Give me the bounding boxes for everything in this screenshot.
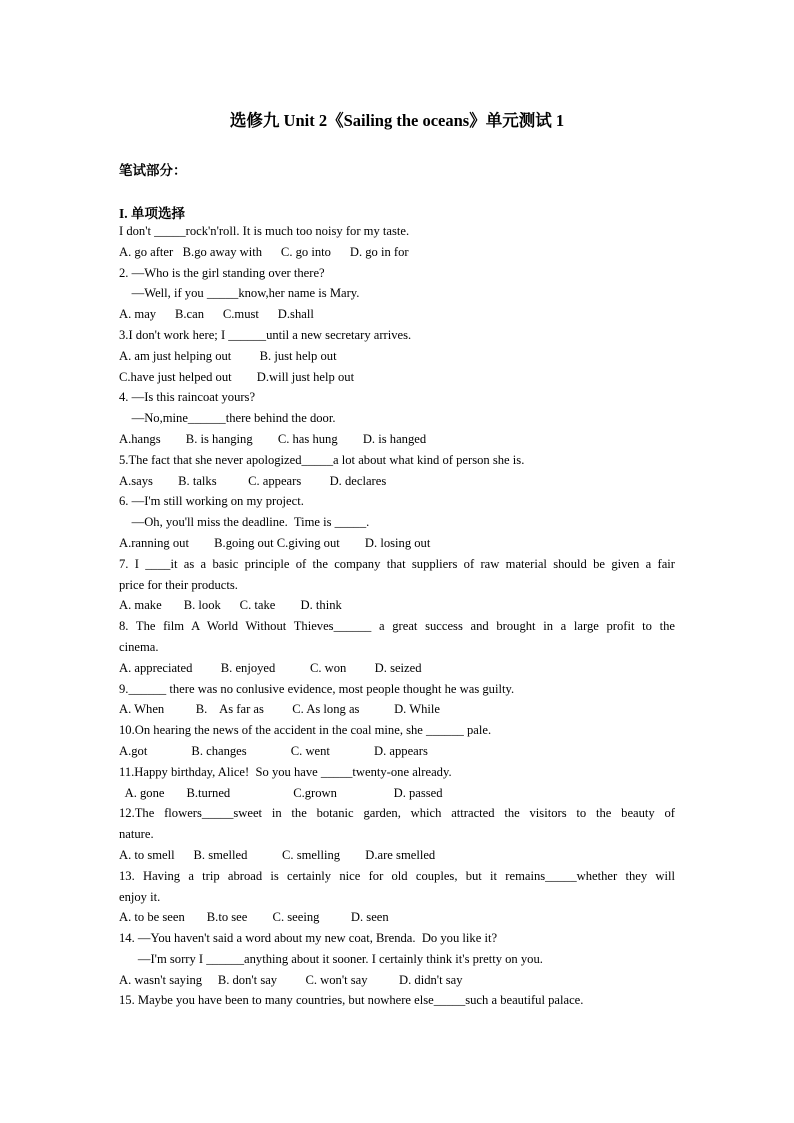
page-title: 选修九 Unit 2《Sailing the oceans》单元测试 1 — [229, 111, 565, 130]
question-line: A.says B. talks C. appears D. declares — [119, 473, 387, 488]
question-line: 15. Maybe you have been to many countries, but nowhere else_____such a beautiful palace. — [119, 993, 584, 1008]
question-line: A. may B.can C.must D.shall — [119, 307, 314, 322]
question-line: 10.On hearing the news of the accident in the coal mine, she ______ pale. — [119, 723, 492, 738]
question-line: A. gone B.turned C.grown D. passed — [119, 785, 443, 800]
question-line: 7. I ____it as a basic principle of the company that suppliers of raw material should be given a fair — [119, 556, 675, 571]
question-line: —No,mine______there behind the door. — [119, 411, 336, 426]
question-line: A.hangs B. is hanging C. has hung D. is hanged — [119, 431, 427, 446]
question-line: I don't _____rock'n'roll. It is much too noisy for my taste. — [119, 224, 410, 238]
question-line: —Oh, you'll miss the deadline. Time is _____. — [119, 515, 370, 530]
question-line: 9.______ there was no conlusive evidence, most people thought he was guilty. — [119, 681, 515, 696]
question-line: cinema. — [119, 639, 159, 654]
question-line: A. make B. look C. take D. think — [119, 598, 342, 613]
section-multiple-choice-heading: I. 单项选择 — [119, 206, 186, 221]
question-line: —Well, if you _____know,her name is Mary. — [119, 286, 360, 301]
question-line: A. wasn't saying B. don't say C. won't say D. didn't say — [119, 972, 463, 987]
section-written-heading: 笔试部分： — [119, 163, 187, 178]
question-line: price for their products. — [119, 577, 238, 592]
question-list — [119, 221, 675, 1011]
question-line: enjoy it. — [119, 889, 161, 904]
question-line: 14. —You haven't said a word about my new coat, Brenda. Do you like it? — [119, 931, 498, 946]
question-line: C.have just helped out D.will just help out — [119, 369, 355, 384]
question-line: A. am just helping out B. just help out — [119, 348, 337, 363]
question-line: 3.I don't work here; I ______until a new secretary arrives. — [119, 327, 412, 342]
question-line: A. appreciated B. enjoyed C. won D. seized — [119, 660, 422, 675]
question-line: 11.Happy birthday, Alice! So you have _____twenty-one already. — [119, 764, 452, 779]
question-line: A. to be seen B.to see C. seeing D. seen — [119, 910, 389, 925]
question-line: nature. — [119, 827, 154, 842]
question-line: 6. —I'm still working on my project. — [119, 494, 304, 509]
question-line: 4. —Is this raincoat yours? — [119, 390, 256, 405]
question-line: 12.The flowers_____sweet in the botanic garden, which attracted the visitors to the beauty of — [119, 806, 675, 821]
question-line: 13. Having a trip abroad is certainly nice for old couples, but it remains_____whether they will — [119, 868, 675, 883]
question-line: A.got B. changes C. went D. appears — [119, 743, 428, 758]
question-line: A.ranning out B.going out C.giving out D. losing out — [119, 535, 431, 550]
question-line: A. When B. As far as C. As long as D. While — [119, 702, 441, 717]
question-line: A. go after B.go away with C. go into D. go in for — [119, 244, 409, 259]
question-line: 8. The film A World Without Thieves______ a great success and brought in a large profit to the — [119, 619, 675, 634]
question-line: A. to smell B. smelled C. smelling D.are smelled — [119, 847, 436, 862]
question-line: 5.The fact that she never apologized_____a lot about what kind of person she is. — [119, 452, 525, 467]
question-line: —I'm sorry I ______anything about it sooner. I certainly think it's pretty on you. — [119, 951, 543, 966]
question-line: 2. —Who is the girl standing over there? — [119, 265, 325, 280]
